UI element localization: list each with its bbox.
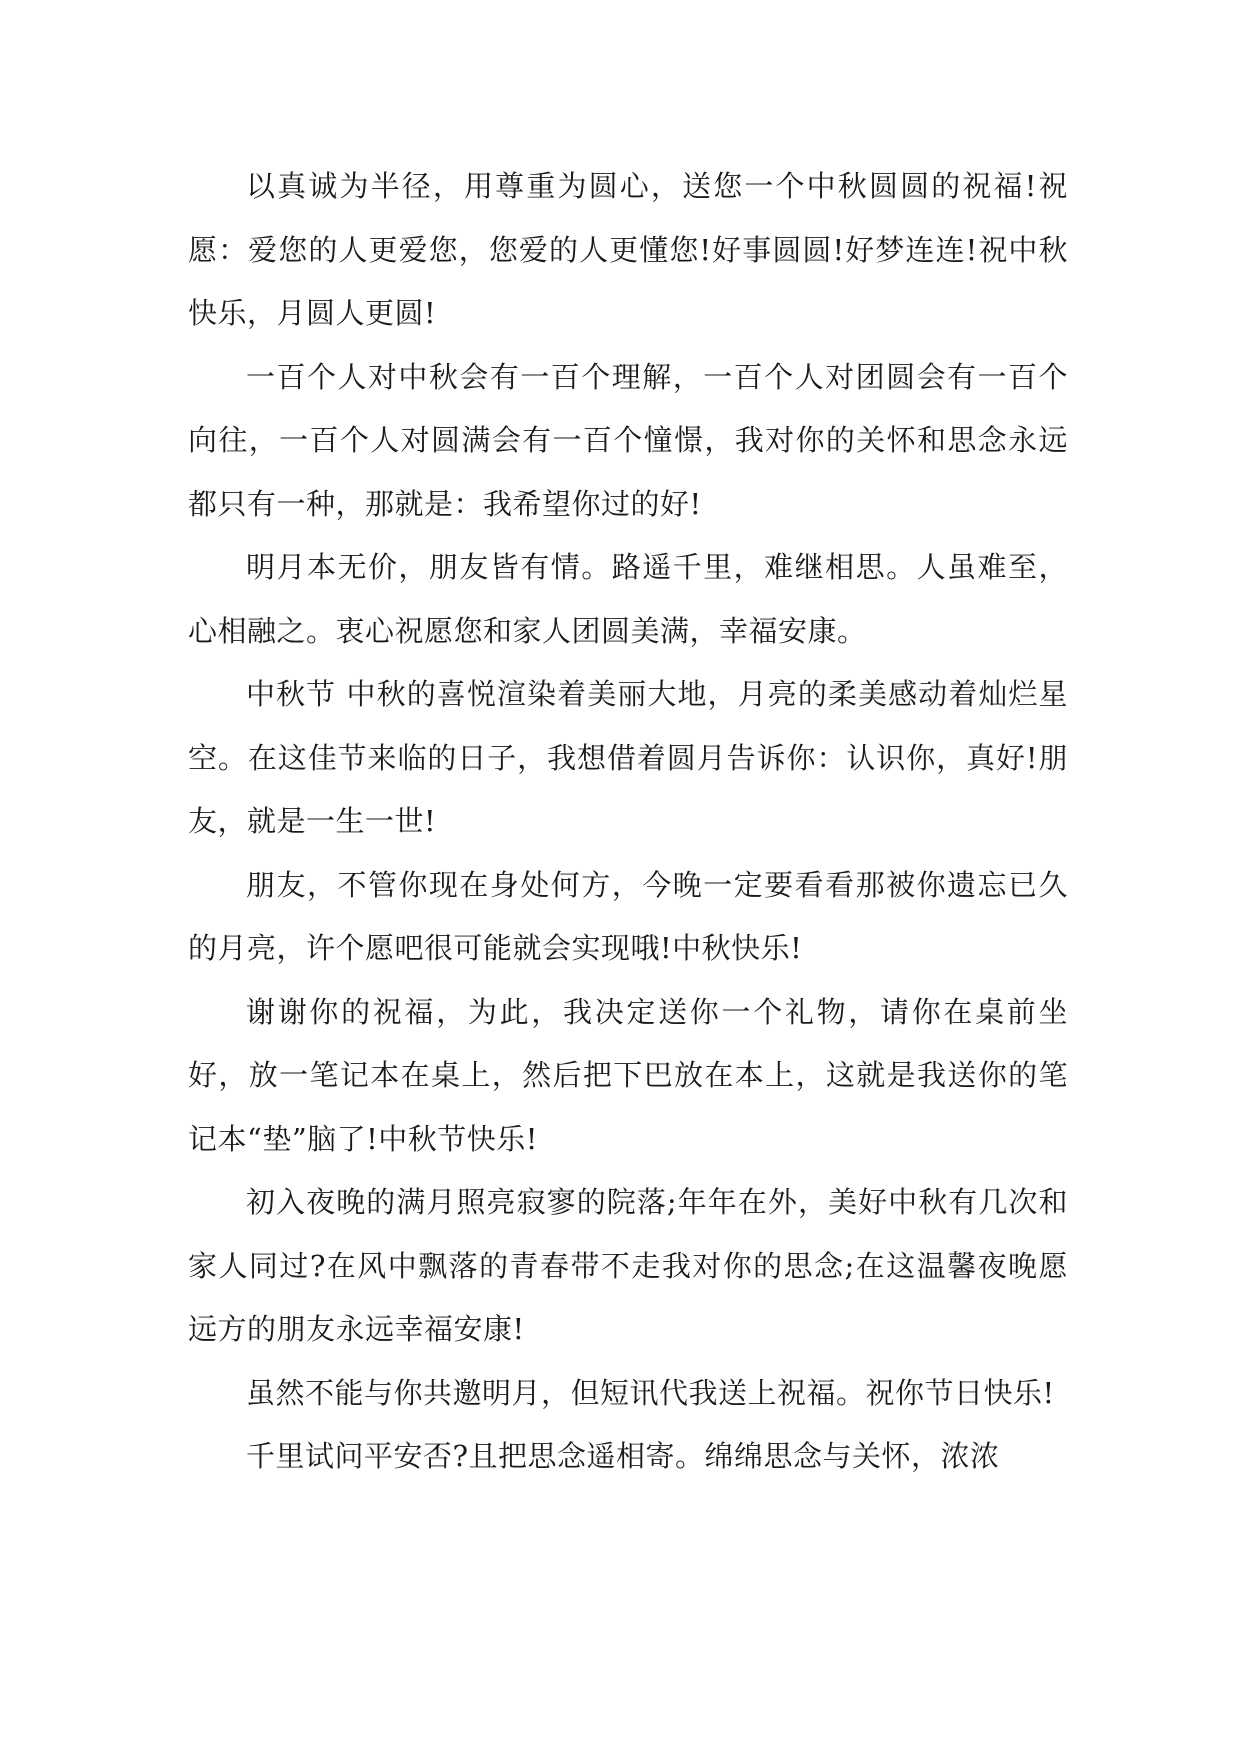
paragraph: 朋友，不管你现在身处何方，今晚一定要看看那被你遗忘已久的月亮，许个愿吧很可能就会实现哦!中秋快乐! [188, 867, 1068, 965]
paragraph: 明月本无价，朋友皆有情。路遥千里，难继相思。人虽难至，心相融之。衷心祝愿您和家人团圆美满，幸福安康。 [188, 550, 1068, 648]
paragraph: 千里试问平安否?且把思念遥相寄。绵绵思念与关怀，浓浓 [246, 1439, 1000, 1473]
paragraph: 初入夜晚的满月照亮寂寥的院落;年年在外，美好中秋有几次和家人同过?在风中飘落的青春带不走我对你的思念;在这温馨夜晚愿远方的朋友永远幸福安康! [188, 1185, 1068, 1346]
paragraph: 一百个人对中秋会有一百个理解，一百个人对团圆会有一百个向往，一百个人对圆满会有一百个憧憬，我对你的关怀和思念永远都只有一种，那就是：我希望你过的好! [188, 359, 1068, 521]
paragraph: 以真诚为半径，用尊重为圆心，送您一个中秋圆圆的祝福!祝愿：爱您的人更爱您，您爱的人更懂您!好事圆圆!好梦连连!祝中秋快乐，月圆人更圆! [188, 169, 1068, 330]
paragraph: 谢谢你的祝福，为此，我决定送你一个礼物，请你在桌前坐好，放一笔记本在桌上，然后把下巴放在本上，这就是我送你的笔记本“垫”脑了!中秋节快乐! [188, 994, 1068, 1156]
document-body [188, 155, 1068, 1489]
paragraph: 虽然不能与你共邀明月，但短讯代我送上祝福。祝你节日快乐! [246, 1375, 1055, 1410]
paragraph: 中秋节 中秋的喜悦渲染着美丽大地，月亮的柔美感动着灿烂星空。在这佳节来临的日子，我想借着圆月告诉你：认识你，真好!朋友，就是一生一世! [188, 677, 1068, 838]
